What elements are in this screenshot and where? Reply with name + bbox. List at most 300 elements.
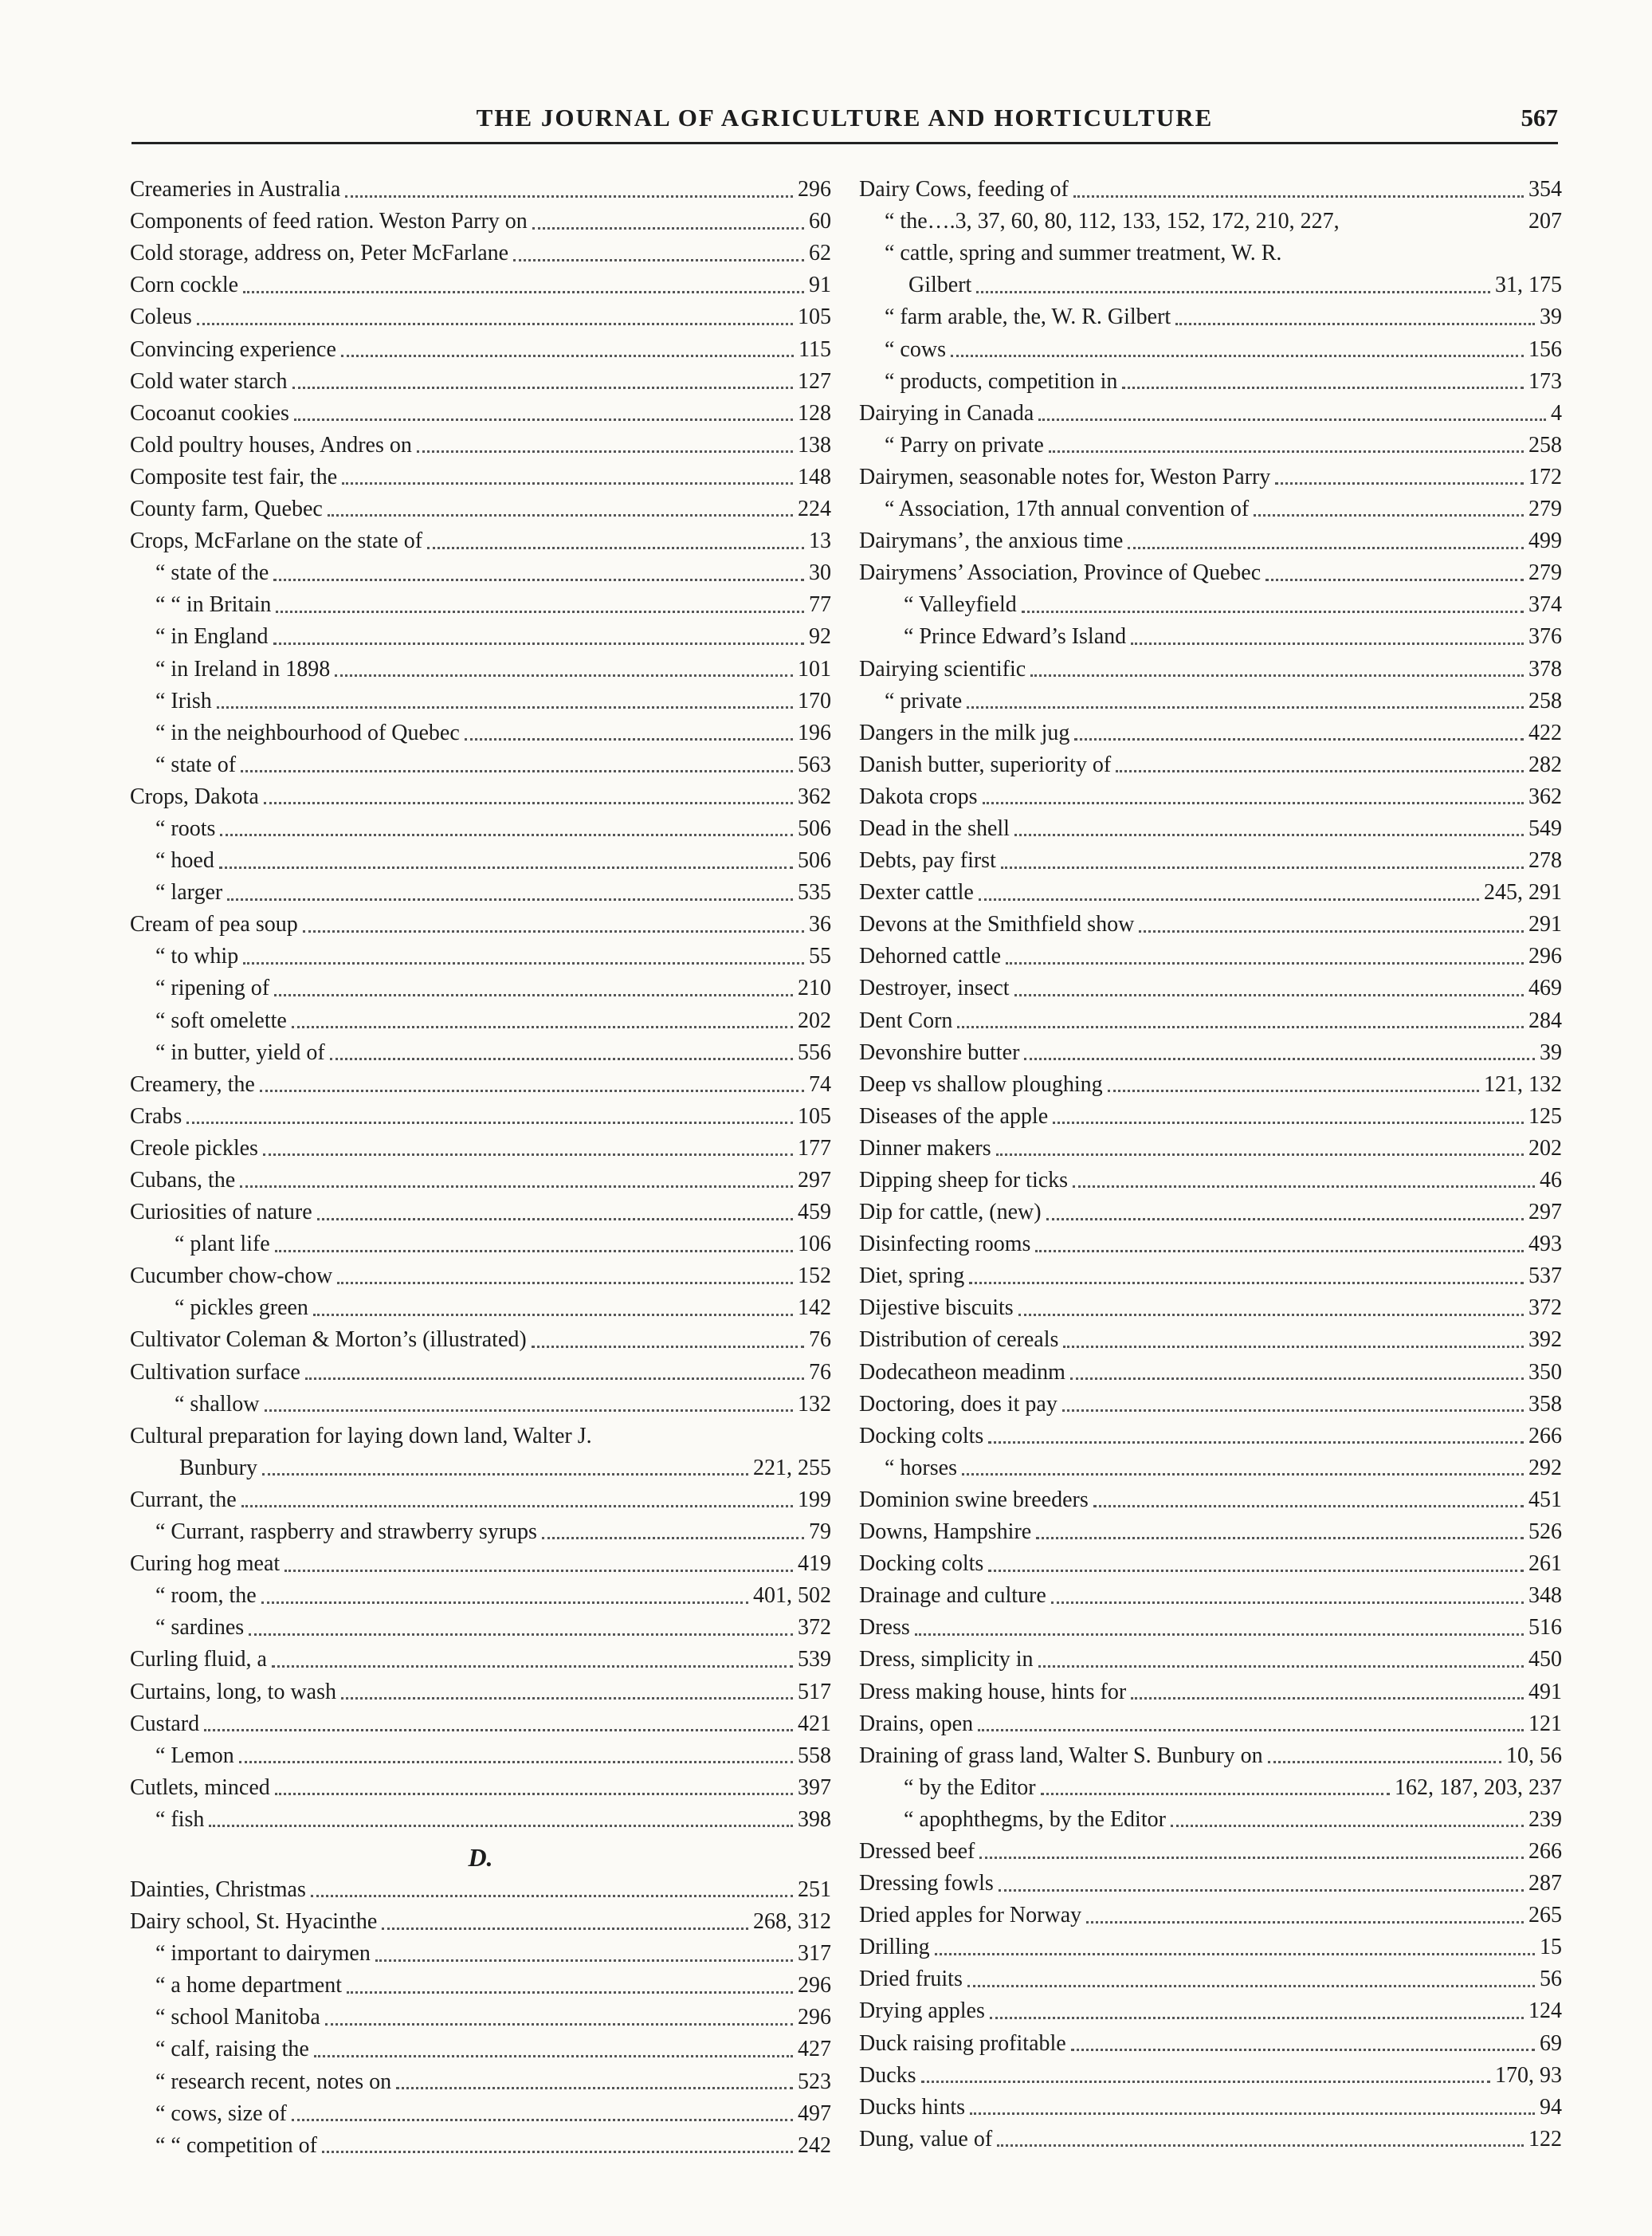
- entry-page: 362: [798, 784, 831, 809]
- leader-dots: [219, 866, 793, 869]
- leader-dots: [330, 1058, 793, 1060]
- index-entry: [130, 1197, 831, 1228]
- leader-dots: [197, 323, 793, 325]
- leader-dots: [341, 355, 794, 357]
- index-entry: [859, 621, 1562, 653]
- index-entry: [130, 430, 831, 462]
- entry-page: 459: [798, 1200, 831, 1225]
- entry-page: 105: [798, 305, 831, 330]
- entry-page: 279: [1528, 560, 1562, 586]
- entry-text: “ state of: [155, 752, 237, 777]
- leader-dots: [322, 2151, 793, 2153]
- index-entry: [859, 909, 1562, 941]
- entry-page: 94: [1540, 2094, 1562, 2120]
- entry-text: “ to whip: [155, 944, 239, 969]
- index-entry: [859, 1963, 1562, 1995]
- entry-text: “ in Ireland in 1898: [155, 656, 331, 682]
- index-entry: [130, 909, 831, 941]
- entry-text: Dipping sheep for ticks: [859, 1168, 1069, 1193]
- leader-dots: [988, 1441, 1524, 1444]
- index-entry: [859, 1069, 1562, 1101]
- leader-dots: [417, 450, 793, 453]
- index-entry: [130, 1516, 831, 1548]
- index-entry: [859, 1260, 1562, 1292]
- leader-dots: [1063, 1346, 1524, 1348]
- entry-page: 506: [798, 848, 831, 874]
- entry-text: Gilbert: [908, 273, 972, 298]
- entry-page: 62: [809, 241, 831, 266]
- index-entry: [859, 2027, 1562, 2059]
- entry-page: 419: [798, 1551, 831, 1577]
- leader-dots: [1268, 1761, 1501, 1763]
- entry-text: Draining of grass land, Walter S. Bunbury on: [859, 1743, 1263, 1768]
- index-entry: [859, 686, 1562, 717]
- index-entry: [859, 1995, 1562, 2027]
- entry-text: Coleus: [130, 305, 192, 330]
- entry-page: 506: [798, 815, 831, 841]
- index-entry: [859, 1516, 1562, 1548]
- index-entry: [130, 1228, 831, 1260]
- index-entry: [859, 1612, 1562, 1644]
- entry-page: 291: [1528, 912, 1562, 937]
- index-entry: [130, 2034, 831, 2065]
- entry-page: 142: [798, 1295, 831, 1321]
- entry-text: Dairy Cows, feeding of: [859, 177, 1069, 202]
- leader-dots: [1073, 1185, 1535, 1188]
- entry-page: 362: [1528, 784, 1562, 809]
- leader-dots: [1071, 2049, 1535, 2051]
- entry-text: Dent Corn: [859, 1008, 953, 1033]
- index-entry: [859, 301, 1562, 333]
- entry-page: 91: [809, 273, 831, 298]
- entry-text: Docking colts: [859, 1551, 984, 1577]
- leader-dots: [1014, 834, 1524, 836]
- leader-dots: [1035, 1250, 1524, 1252]
- leader-dots: [1128, 547, 1524, 549]
- entry-text: Curling fluid, a: [130, 1647, 267, 1672]
- entry-text: Downs, Hampshire: [859, 1519, 1032, 1545]
- index-entry: [130, 269, 831, 301]
- entry-text: “ the….3, 37, 60, 80, 112, 133, 152, 172, 210, 227,: [885, 209, 1340, 234]
- index-entry: [859, 845, 1562, 877]
- index-entry: [130, 366, 831, 398]
- index-entry: [130, 2098, 831, 2130]
- leader-dots: [272, 1665, 793, 1668]
- entry-text: Disinfecting rooms: [859, 1232, 1031, 1257]
- entry-page: 493: [1528, 1232, 1562, 1257]
- leader-dots: [243, 291, 804, 293]
- leader-dots: [1049, 450, 1524, 453]
- entry-page: 31, 175: [1495, 273, 1562, 298]
- leader-dots: [1073, 195, 1524, 198]
- entry-page: 196: [798, 720, 831, 745]
- index-entry: [859, 430, 1562, 462]
- index-entry: [130, 1708, 831, 1740]
- leader-dots: [1001, 866, 1524, 869]
- index-entry: [130, 1421, 831, 1452]
- index-entry: [859, 1004, 1562, 1036]
- index-entry: [859, 1931, 1562, 1963]
- entry-page: 69: [1540, 2030, 1562, 2056]
- leader-dots: [1051, 1601, 1524, 1604]
- entry-text: Ducks hints: [859, 2094, 965, 2120]
- entry-text: Cutlets, minced: [130, 1774, 270, 1800]
- index-entry: [130, 1740, 831, 1772]
- index-entry: [130, 2002, 831, 2034]
- entry-text: Creamery, the: [130, 1071, 255, 1097]
- entry-text: Bunbury: [179, 1455, 257, 1480]
- entry-text: Composite test fair, the: [130, 464, 338, 489]
- entry-text: “ “ competition of: [155, 2132, 317, 2158]
- entry-page: 535: [798, 880, 831, 906]
- index-entry: [859, 1101, 1562, 1133]
- entry-text: “ cows: [885, 336, 946, 362]
- entry-page: 392: [1528, 1327, 1562, 1353]
- index-entry: [859, 238, 1562, 269]
- entry-text: Cultivation surface: [130, 1359, 300, 1385]
- entry-page: 202: [1528, 1135, 1562, 1161]
- index-entry: [130, 1101, 831, 1133]
- entry-text: Cubans, the: [130, 1168, 236, 1193]
- entry-page: 115: [799, 336, 831, 362]
- leader-dots: [317, 1218, 793, 1220]
- leader-dots: [249, 1633, 793, 1636]
- entry-page: 56: [1540, 1967, 1562, 1992]
- entry-page: 297: [798, 1168, 831, 1193]
- leader-dots: [976, 291, 1490, 293]
- page-number: 567: [1521, 104, 1558, 132]
- entry-text: “ Currant, raspberry and strawberry syrups: [155, 1519, 537, 1545]
- entry-text: Curtains, long, to wash: [130, 1679, 336, 1704]
- entry-text: Dodecatheon meadinm: [859, 1359, 1065, 1385]
- leader-dots: [292, 387, 794, 389]
- index-entry: [130, 398, 831, 430]
- entry-text: Dangers in the milk jug: [859, 720, 1070, 745]
- entry-page: 539: [798, 1647, 831, 1672]
- leader-dots: [1108, 1090, 1479, 1092]
- leader-dots: [967, 1985, 1535, 1987]
- index-entry: [859, 1740, 1562, 1772]
- entry-text: Cold poultry houses, Andres on: [130, 432, 412, 458]
- entry-page: 172: [1528, 464, 1562, 489]
- entry-text: “ apophthegms, by the Editor: [904, 1806, 1166, 1832]
- leader-dots: [328, 514, 793, 517]
- index-entry: [130, 1452, 831, 1484]
- leader-dots: [1006, 962, 1524, 965]
- leader-dots: [382, 1928, 748, 1930]
- entry-text: Dainties, Christmas: [130, 1876, 306, 1902]
- entry-page: 245, 291: [1484, 880, 1562, 906]
- entry-page: 77: [809, 592, 831, 618]
- entry-text: “ plant life: [175, 1232, 270, 1257]
- index-entry: [859, 1324, 1562, 1356]
- index-entry: [859, 973, 1562, 1004]
- entry-text: “ cattle, spring and summer treatment, W. R.: [885, 241, 1282, 266]
- index-entry: [130, 1069, 831, 1101]
- index-entry: [859, 366, 1562, 398]
- leader-dots: [1030, 674, 1524, 677]
- index-entry: [130, 493, 831, 525]
- entry-text: Docking colts: [859, 1423, 984, 1448]
- entry-text: “ by the Editor: [904, 1774, 1036, 1800]
- entry-text: Creameries in Australia: [130, 177, 341, 202]
- entry-page: 55: [809, 944, 831, 969]
- leader-dots: [990, 2017, 1524, 2019]
- entry-page: 282: [1528, 752, 1562, 777]
- leader-dots: [513, 259, 804, 261]
- leader-dots: [241, 1505, 793, 1507]
- entry-text: “ Parry on private: [885, 432, 1044, 458]
- index-entry: [859, 781, 1562, 813]
- entry-text: Dairymens’ Association, Province of Quebec: [859, 560, 1262, 586]
- entry-text: Corn cockle: [130, 273, 239, 298]
- leader-dots: [1131, 1697, 1524, 1700]
- entry-page: 558: [798, 1743, 831, 1768]
- index-entry: [859, 1772, 1562, 1804]
- entry-text: “ calf, raising the: [155, 2037, 309, 2062]
- entry-text: “ room, the: [155, 1583, 257, 1609]
- index-entry: [859, 1868, 1562, 1900]
- index-entry: [859, 1389, 1562, 1421]
- entry-text: Curing hog meat: [130, 1551, 281, 1577]
- index-entry: [859, 877, 1562, 909]
- entry-page: 138: [798, 432, 831, 458]
- leader-dots: [979, 1857, 1524, 1859]
- leader-dots: [243, 962, 804, 965]
- index-entry: [130, 813, 831, 845]
- entry-text: Dress: [859, 1615, 910, 1641]
- index-entry: [859, 1197, 1562, 1228]
- index-entry: [859, 813, 1562, 845]
- entry-page: 266: [1528, 1838, 1562, 1864]
- entry-page: 450: [1528, 1647, 1562, 1672]
- index-entry: [859, 174, 1562, 206]
- entry-page: 128: [798, 400, 831, 426]
- entry-page: 296: [1528, 944, 1562, 969]
- entry-page: 221, 255: [753, 1455, 831, 1480]
- entry-page: 156: [1528, 336, 1562, 362]
- entry-page: 358: [1528, 1391, 1562, 1417]
- index-entry: [859, 1421, 1562, 1452]
- index-entry: [130, 206, 831, 238]
- entry-page: 202: [798, 1008, 831, 1033]
- entry-text: Danish butter, superiority of: [859, 752, 1112, 777]
- index-entry: [130, 333, 831, 365]
- entry-page: 148: [798, 464, 831, 489]
- index-entry: [130, 1324, 831, 1356]
- entry-text: “ a home department: [155, 1973, 343, 1998]
- leader-dots: [186, 1122, 793, 1124]
- index-entry: [130, 1260, 831, 1292]
- index-entry: [130, 1548, 831, 1580]
- entry-page: 258: [1528, 688, 1562, 713]
- leader-dots: [1038, 419, 1546, 421]
- entry-page: 152: [798, 1263, 831, 1289]
- leader-dots: [292, 1026, 793, 1028]
- leader-dots: [335, 674, 793, 677]
- leader-dots: [347, 1991, 793, 1994]
- leader-dots: [204, 1729, 793, 1731]
- index-entry: [130, 1133, 831, 1165]
- entry-text: Duck raising profitable: [859, 2030, 1066, 2056]
- leader-dots: [325, 2023, 793, 2026]
- entry-page: 372: [798, 1615, 831, 1641]
- leader-dots: [957, 1026, 1524, 1028]
- entry-page: 13: [809, 529, 831, 554]
- leader-dots: [979, 898, 1479, 901]
- leader-dots: [275, 1250, 793, 1252]
- index-entry: [859, 717, 1562, 749]
- page-header: [131, 94, 1558, 144]
- leader-dots: [262, 1473, 748, 1476]
- leader-dots: [1041, 1793, 1390, 1795]
- entry-text: Dried fruits: [859, 1967, 963, 1992]
- index-entry: [130, 1938, 831, 1970]
- leader-dots: [983, 802, 1524, 804]
- entry-text: Devons at the Smithfield show: [859, 912, 1135, 937]
- index-entry: [859, 941, 1562, 973]
- index-entry: [130, 1874, 831, 1906]
- entry-page: 224: [798, 497, 831, 522]
- entry-page: 261: [1528, 1551, 1562, 1577]
- entry-text: “ research recent, notes on: [155, 2069, 392, 2094]
- entry-text: Dip for cattle, (new): [859, 1200, 1042, 1225]
- leader-dots: [260, 1090, 804, 1092]
- leader-dots: [532, 1346, 804, 1348]
- entry-page: 132: [798, 1391, 831, 1417]
- index-entry: [859, 493, 1562, 525]
- index-entry: [130, 1037, 831, 1069]
- leader-dots: [1265, 579, 1524, 581]
- entry-page: 30: [809, 560, 831, 586]
- index-entry: [130, 238, 831, 269]
- index-entry: [859, 398, 1562, 430]
- entry-text: Doctoring, does it pay: [859, 1391, 1058, 1417]
- entry-text: “ fish: [155, 1806, 205, 1832]
- leader-dots: [978, 1729, 1524, 1731]
- index-entry: [130, 621, 831, 653]
- entry-page: 177: [798, 1135, 831, 1161]
- entry-page: 239: [1528, 1806, 1562, 1832]
- entry-page: 173: [1528, 368, 1562, 394]
- entry-page: 397: [798, 1774, 831, 1800]
- entry-text: Dried apples for Norway: [859, 1903, 1082, 1928]
- index-entry: [130, 2065, 831, 2097]
- entry-text: “ in England: [155, 624, 269, 650]
- entry-text: “ Valleyfield: [904, 592, 1017, 618]
- entry-page: 287: [1528, 1871, 1562, 1896]
- entry-page: 207: [1528, 209, 1562, 234]
- leader-dots: [273, 643, 804, 645]
- leader-dots: [305, 1377, 804, 1380]
- index-entry: [130, 2130, 831, 2162]
- entry-page: 15: [1540, 1935, 1562, 1960]
- leader-dots: [427, 547, 804, 549]
- entry-text: Deep vs shallow ploughing: [859, 1071, 1103, 1097]
- entry-text: Dress, simplicity in: [859, 1647, 1034, 1672]
- entry-text: “ cows, size of: [155, 2100, 287, 2126]
- index-entry: [859, 1804, 1562, 1836]
- entry-text: Currant, the: [130, 1487, 237, 1512]
- leader-dots: [240, 1185, 793, 1188]
- index-entry: [859, 1037, 1562, 1069]
- entry-text: Dehorned cattle: [859, 944, 1002, 969]
- entry-text: “ school Manitoba: [155, 2005, 320, 2030]
- index-entry: [859, 1548, 1562, 1580]
- entry-text: “ farm arable, the, W. R. Gilbert: [885, 305, 1171, 330]
- entry-text: Dairymen, seasonable notes for, Weston Parry: [859, 464, 1271, 489]
- entry-page: 499: [1528, 529, 1562, 554]
- leader-dots: [1139, 930, 1524, 933]
- entry-page: 296: [798, 1973, 831, 1998]
- entry-text: “ in butter, yield of: [155, 1039, 325, 1065]
- entry-text: Dairying in Canada: [859, 400, 1034, 426]
- leader-dots: [276, 611, 804, 613]
- leader-dots: [962, 1473, 1524, 1476]
- entry-page: 278: [1528, 848, 1562, 874]
- entry-page: 125: [1528, 1103, 1562, 1129]
- entry-text: Dominion swine breeders: [859, 1487, 1089, 1512]
- entry-page: 39: [1540, 305, 1562, 330]
- entry-text: Cultural preparation for laying down land, Walter J.: [130, 1423, 592, 1448]
- leader-dots: [1275, 482, 1524, 485]
- entry-page: 516: [1528, 1615, 1562, 1641]
- entry-page: 427: [798, 2037, 831, 2062]
- leader-dots: [1022, 611, 1524, 613]
- index-entry: [859, 1452, 1562, 1484]
- index-entry: [859, 1133, 1562, 1165]
- index-entry: [859, 1484, 1562, 1516]
- entry-text: Convincing experience: [130, 336, 336, 362]
- entry-text: Dung, value of: [859, 2126, 993, 2152]
- index-entry: [130, 686, 831, 717]
- entry-page: 563: [798, 752, 831, 777]
- entry-text: Dressed beef: [859, 1838, 975, 1864]
- entry-text: Drilling: [859, 1935, 930, 1960]
- entry-page: 121: [1528, 1711, 1562, 1736]
- entry-page: 170: [798, 688, 831, 713]
- leader-dots: [284, 1570, 793, 1572]
- index-entry: [859, 1708, 1562, 1740]
- leader-dots: [220, 834, 793, 836]
- index-entry: [130, 1676, 831, 1707]
- index-entry: [859, 1228, 1562, 1260]
- entry-text: Debts, pay first: [859, 848, 996, 874]
- entry-text: Drains, open: [859, 1711, 974, 1736]
- leader-dots: [1093, 1505, 1524, 1507]
- leader-dots: [275, 1793, 793, 1795]
- entry-page: 101: [798, 656, 831, 682]
- index-entry: [130, 845, 831, 877]
- leader-dots: [1018, 1314, 1524, 1316]
- leader-dots: [999, 1889, 1524, 1892]
- entry-text: Destroyer, insect: [859, 976, 1010, 1001]
- leader-dots: [1175, 323, 1535, 325]
- entry-text: Curiosities of nature: [130, 1200, 312, 1225]
- index-entry: [130, 589, 831, 621]
- index-entry: [859, 462, 1562, 493]
- entry-page: 79: [809, 1519, 831, 1545]
- leader-dots: [313, 1314, 793, 1316]
- entry-page: 376: [1528, 624, 1562, 650]
- leader-dots: [303, 930, 804, 933]
- entry-page: 105: [798, 1103, 831, 1129]
- index-entry: [130, 1356, 831, 1388]
- entry-text: “ “ in Britain: [155, 592, 272, 618]
- index-entry: [130, 1644, 831, 1676]
- index-entry: [130, 462, 831, 493]
- leader-dots: [969, 1282, 1524, 1284]
